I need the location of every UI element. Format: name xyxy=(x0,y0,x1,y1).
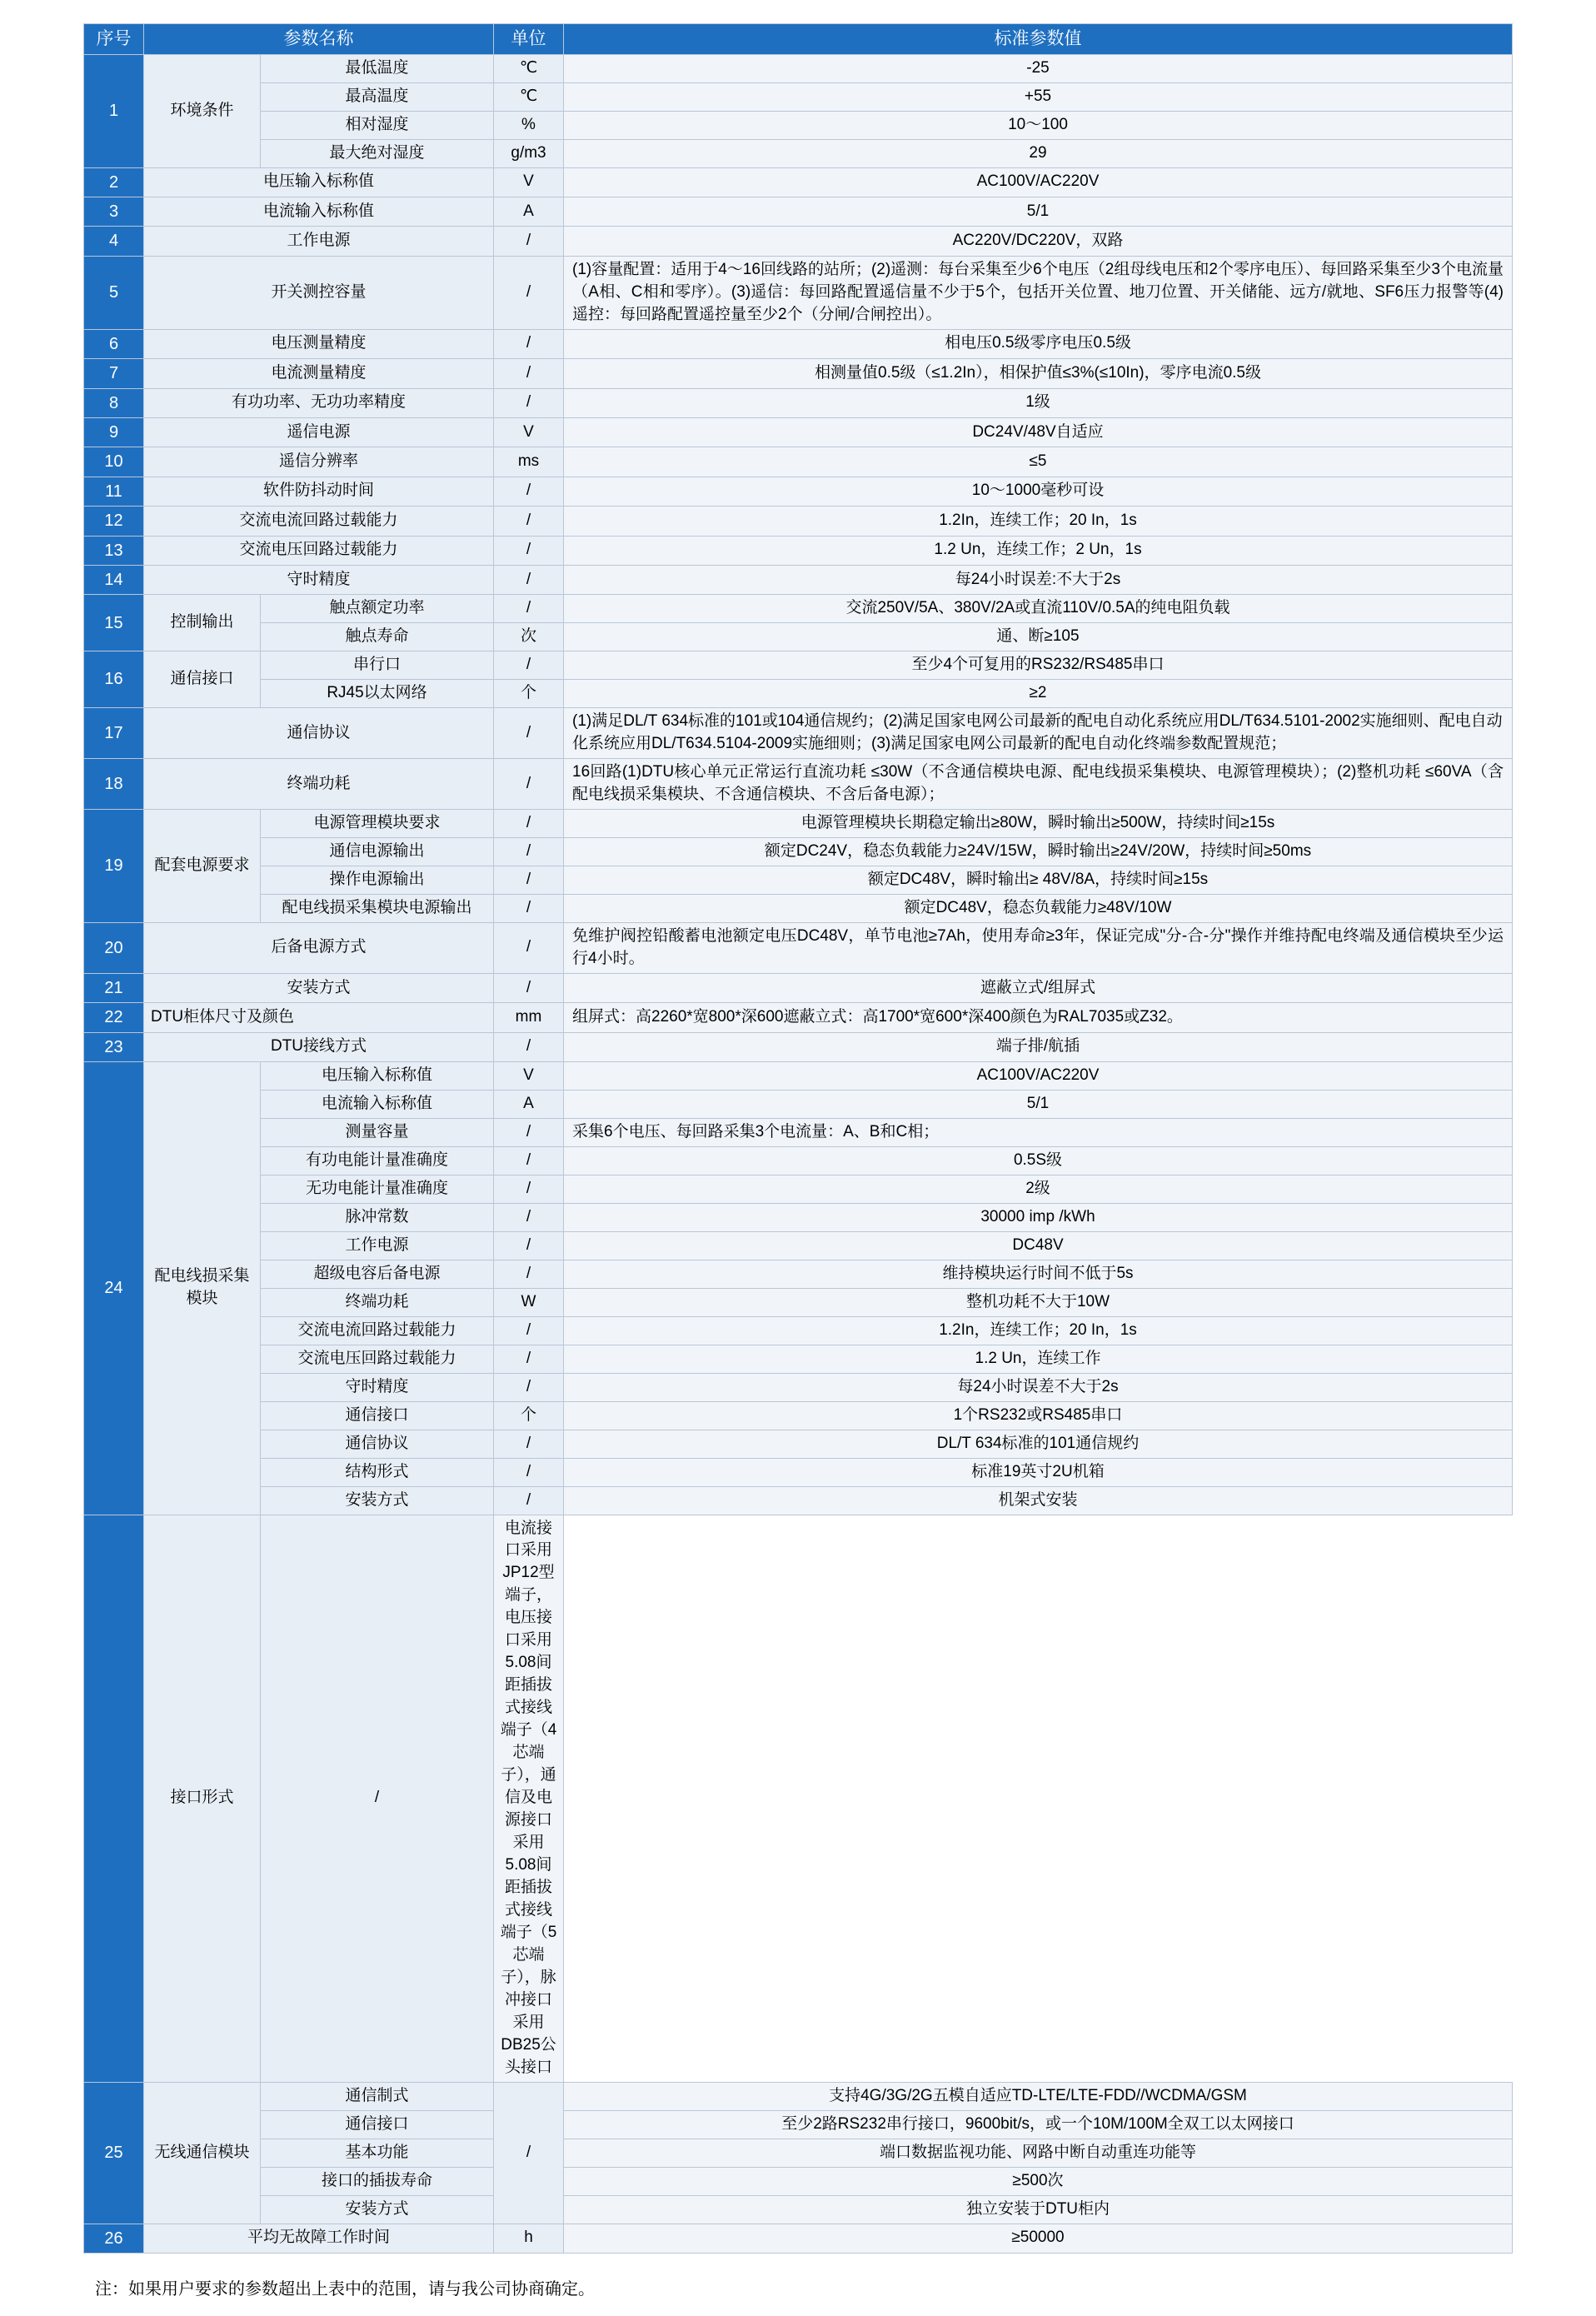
parameter-unit: mm xyxy=(494,1003,564,1032)
parameter-value: 每24小时误差不大于2s xyxy=(564,1373,1513,1401)
table-row xyxy=(84,894,1513,922)
parameter-name: 电压测量精度 xyxy=(144,329,494,358)
parameter-value: 相电压0.5级零序电压0.5级 xyxy=(564,329,1513,358)
row-number: 6 xyxy=(84,329,144,358)
parameter-unit: / xyxy=(494,1345,564,1373)
parameter-unit: / xyxy=(494,922,564,973)
table-row xyxy=(84,536,1513,565)
parameter-unit: / xyxy=(494,1175,564,1203)
row-number: 19 xyxy=(84,810,144,923)
parameter-value: 30000 imp /kWh xyxy=(564,1203,1513,1231)
table-row xyxy=(84,359,1513,388)
parameter-unit: g/m3 xyxy=(494,139,564,167)
parameter-name: 超级电容后备电源 xyxy=(261,1260,494,1288)
row-number: 4 xyxy=(84,227,144,256)
parameter-name: 基本功能 xyxy=(261,2139,494,2167)
parameter-value: 维持模块运行时间不低于5s xyxy=(564,1260,1513,1288)
parameter-unit: / xyxy=(494,1373,564,1401)
table-row xyxy=(84,810,1513,838)
parameter-unit: 个 xyxy=(494,680,564,708)
table-row xyxy=(84,507,1513,536)
parameter-name: 配电线损采集模块电源输出 xyxy=(261,894,494,922)
parameter-name: 电流测量精度 xyxy=(144,359,494,388)
parameter-unit: / xyxy=(494,388,564,417)
parameter-unit: / xyxy=(494,1430,564,1458)
parameter-name: 最大绝对湿度 xyxy=(261,139,494,167)
parameter-name: 通信接口 xyxy=(261,1401,494,1430)
table-row xyxy=(84,623,1513,651)
row-group-label: 环境条件 xyxy=(144,54,261,167)
parameter-unit: / xyxy=(494,2082,564,2224)
row-number: 1 xyxy=(84,54,144,167)
table-row xyxy=(84,1288,1513,1316)
table-row xyxy=(84,1345,1513,1373)
parameter-name: 终端功耗 xyxy=(261,1288,494,1316)
parameter-unit: ℃ xyxy=(494,54,564,82)
parameter-name: 触点寿命 xyxy=(261,623,494,651)
table-row xyxy=(84,973,1513,1002)
row-number: 16 xyxy=(84,651,144,708)
table-row xyxy=(84,1231,1513,1260)
row-number: 9 xyxy=(84,417,144,447)
parameter-value: 额定DC48V，稳态负载能力≥48V/10W xyxy=(564,894,1513,922)
row-group-label: 通信接口 xyxy=(144,651,261,708)
table-row xyxy=(84,417,1513,447)
parameter-value: 支持4G/3G/2G五模自适应TD-LTE/LTE-FDD//WCDMA/GSM xyxy=(564,2082,1513,2110)
parameter-name: 相对湿度 xyxy=(261,111,494,139)
row-number: 18 xyxy=(84,759,144,810)
table-row xyxy=(84,1118,1513,1146)
parameter-value: 每24小时误差:不大于2s xyxy=(564,565,1513,594)
parameter-name: 电压输入标称值 xyxy=(144,167,494,197)
parameter-unit: / xyxy=(494,1032,564,1061)
parameter-name: 交流电流回路过载能力 xyxy=(261,1316,494,1345)
parameter-unit: A xyxy=(494,197,564,227)
row-number: 10 xyxy=(84,447,144,477)
table-row xyxy=(84,759,1513,810)
header-row xyxy=(84,24,1513,55)
parameter-name: 工作电源 xyxy=(144,227,494,256)
table-row xyxy=(84,1515,1513,2082)
parameter-value: 1个RS232或RS485串口 xyxy=(564,1401,1513,1430)
row-number: 26 xyxy=(84,2224,144,2253)
parameter-name: 遥信电源 xyxy=(144,417,494,447)
parameter-value: 1.2 Un，连续工作；2 Un，1s xyxy=(564,536,1513,565)
parameter-value: DC24V/48V自适应 xyxy=(564,417,1513,447)
table-row xyxy=(84,1146,1513,1175)
parameter-unit: / xyxy=(494,708,564,759)
table-row xyxy=(84,2224,1513,2253)
parameter-value: AC100V/AC220V xyxy=(564,167,1513,197)
table-row xyxy=(84,329,1513,358)
row-number: 24 xyxy=(84,1062,144,1515)
parameter-unit: / xyxy=(494,595,564,623)
parameter-value: ≥50000 xyxy=(564,2224,1513,2253)
parameter-unit: / xyxy=(494,565,564,594)
table-row xyxy=(84,82,1513,111)
parameter-unit: / xyxy=(494,894,564,922)
row-number: 3 xyxy=(84,197,144,227)
table-row xyxy=(84,256,1513,329)
row-number: 21 xyxy=(84,973,144,1002)
parameter-value: 29 xyxy=(564,139,1513,167)
parameter-unit: ℃ xyxy=(494,82,564,111)
parameter-unit: / xyxy=(494,256,564,329)
parameter-name: 工作电源 xyxy=(261,1231,494,1260)
table-row xyxy=(84,1316,1513,1345)
table-row xyxy=(84,139,1513,167)
table-row xyxy=(84,388,1513,417)
parameter-value: 5/1 xyxy=(564,197,1513,227)
row-group-label: 控制输出 xyxy=(144,595,261,651)
parameter-name: 无功电能计量准确度 xyxy=(261,1175,494,1203)
table-row xyxy=(84,1003,1513,1032)
row-number: 20 xyxy=(84,922,144,973)
parameter-name: 脉冲常数 xyxy=(261,1203,494,1231)
parameter-unit: / xyxy=(494,973,564,1002)
table-row xyxy=(84,2195,1513,2224)
parameter-name: 串行口 xyxy=(261,651,494,680)
parameter-name: 开关测控容量 xyxy=(144,256,494,329)
table-row xyxy=(84,2139,1513,2167)
parameter-unit: / xyxy=(494,1203,564,1231)
table-row xyxy=(84,565,1513,594)
row-number: 15 xyxy=(84,595,144,651)
parameter-unit: / xyxy=(494,1146,564,1175)
table-row xyxy=(84,1458,1513,1486)
table-row xyxy=(84,1486,1513,1515)
parameter-unit: V xyxy=(494,167,564,197)
parameter-name: 接口的插拔寿命 xyxy=(261,2167,494,2195)
parameter-name: 电流输入标称值 xyxy=(261,1090,494,1118)
table-row xyxy=(84,1401,1513,1430)
parameter-name: 通信接口 xyxy=(261,2110,494,2139)
row-group-label: 配套电源要求 xyxy=(144,810,261,923)
parameter-value: 机架式安装 xyxy=(564,1486,1513,1515)
parameter-unit: / xyxy=(261,1515,494,2082)
parameter-name: 交流电压回路过载能力 xyxy=(144,536,494,565)
parameter-name: 通信电源输出 xyxy=(261,838,494,866)
parameter-value: 1.2In，连续工作；20 In，1s xyxy=(564,507,1513,536)
parameter-value: 1.2In，连续工作；20 In，1s xyxy=(564,1316,1513,1345)
col-header-unit: 单位 xyxy=(494,24,564,55)
col-header-no: 序号 xyxy=(84,24,144,55)
parameter-unit: A xyxy=(494,1090,564,1118)
parameter-unit: / xyxy=(494,1260,564,1288)
parameter-name: 电流输入标称值 xyxy=(144,197,494,227)
parameter-value: 整机功耗不大于10W xyxy=(564,1288,1513,1316)
row-number: 25 xyxy=(84,2082,144,2224)
parameter-name: 有功电能计量准确度 xyxy=(261,1146,494,1175)
row-number: 11 xyxy=(84,477,144,506)
parameter-value: AC100V/AC220V xyxy=(564,1062,1513,1091)
parameter-name: 守时精度 xyxy=(261,1373,494,1401)
row-number: 14 xyxy=(84,565,144,594)
row-number: 22 xyxy=(84,1003,144,1032)
parameter-value: 交流250V/5A、380V/2A或直流110V/0.5A的纯电阻负载 xyxy=(564,595,1513,623)
row-number: 17 xyxy=(84,708,144,759)
parameter-unit: / xyxy=(494,1231,564,1260)
table-row xyxy=(84,447,1513,477)
parameter-name: 软件防抖动时间 xyxy=(144,477,494,506)
row-number: 13 xyxy=(84,536,144,565)
table-row xyxy=(84,708,1513,759)
table-row xyxy=(84,595,1513,623)
parameter-unit: / xyxy=(494,1118,564,1146)
parameter-name: 通信协议 xyxy=(261,1430,494,1458)
parameter-unit: / xyxy=(494,227,564,256)
parameter-value: 10～1000毫秒可设 xyxy=(564,477,1513,506)
parameter-name: 安装方式 xyxy=(144,973,494,1002)
parameter-name: 测量容量 xyxy=(261,1118,494,1146)
row-number: 12 xyxy=(84,507,144,536)
row-number: 5 xyxy=(84,256,144,329)
parameter-name: 安装方式 xyxy=(261,2195,494,2224)
parameter-unit: V xyxy=(494,1062,564,1091)
parameter-name: 通信协议 xyxy=(144,708,494,759)
parameter-unit: V xyxy=(494,417,564,447)
parameter-name: DTU柜体尺寸及颜色 xyxy=(144,1003,494,1032)
parameter-name: 平均无故障工作时间 xyxy=(144,2224,494,2253)
parameter-value: (1)容量配置：适用于4～16回线路的站所；(2)遥测：每台采集至少6个电压（2组母线电压和2个零序电压）、每回路采集至少3个电流量（A相、C相和零序）。(3)遥信：每回路配置遥信量不少于5个，包括开关位置、地刀位置、开关储能、远方/就地、SF6压力报警等(4)遥控：每回路配置遥控量至少2个（分闸/合闸控出）。 xyxy=(564,256,1513,329)
parameter-value: 端子排/航插 xyxy=(564,1032,1513,1061)
table-row xyxy=(84,1260,1513,1288)
table-row xyxy=(84,54,1513,82)
parameter-name: 交流电流回路过载能力 xyxy=(144,507,494,536)
parameter-name: 有功功率、无功功率精度 xyxy=(144,388,494,417)
table-row xyxy=(84,1090,1513,1118)
row-number: 8 xyxy=(84,388,144,417)
row-number: 23 xyxy=(84,1032,144,1061)
table-row xyxy=(84,227,1513,256)
parameter-name: 接口形式 xyxy=(144,1515,261,2082)
row-number: 2 xyxy=(84,167,144,197)
table-row xyxy=(84,2082,1513,2110)
parameter-unit: ms xyxy=(494,447,564,477)
table-row xyxy=(84,111,1513,139)
parameter-value: (1)满足DL/T 634标准的101或104通信规约；(2)满足国家电网公司最新的配电自动化系统应用DL/T634.5101-2002实施细则、配电自动化系统应用DL/T634.5104-2009实施细则；(3)满足国家电网公司最新的配电自动化终端参数配置规范； xyxy=(564,708,1513,759)
parameter-value: 端口数据监视功能、网路中断自动重连功能等 xyxy=(564,2139,1513,2167)
parameter-name: 最高温度 xyxy=(261,82,494,111)
parameter-value: ≥500次 xyxy=(564,2167,1513,2195)
parameter-value: 5/1 xyxy=(564,1090,1513,1118)
parameter-unit: / xyxy=(494,651,564,680)
parameter-value: 遮蔽立式/组屏式 xyxy=(564,973,1513,1002)
parameter-unit: h xyxy=(494,2224,564,2253)
parameter-value: 至少2路RS232串行接口，9600bit/s，或一个10M/100M全双工以太网接口 xyxy=(564,2110,1513,2139)
parameter-name: 交流电压回路过载能力 xyxy=(261,1345,494,1373)
table-row xyxy=(84,197,1513,227)
parameter-unit: 次 xyxy=(494,623,564,651)
parameter-name: 触点额定功率 xyxy=(261,595,494,623)
parameter-unit: 个 xyxy=(494,1401,564,1430)
specification-table xyxy=(83,23,1513,2254)
table-row xyxy=(84,1203,1513,1231)
table-header xyxy=(84,24,1513,55)
parameter-unit: / xyxy=(494,866,564,894)
parameter-value: ≥2 xyxy=(564,680,1513,708)
parameter-value: 0.5S级 xyxy=(564,1146,1513,1175)
table-row xyxy=(84,2110,1513,2139)
parameter-value: 10～100 xyxy=(564,111,1513,139)
table-row xyxy=(84,651,1513,680)
parameter-unit: / xyxy=(494,536,564,565)
parameter-value: 标准19英寸2U机箱 xyxy=(564,1458,1513,1486)
parameter-value: 免维护阀控铅酸蓄电池额定电压DC48V，单节电池≥7Ah，使用寿命≥3年，保证完成"分-合-分"操作并维持配电终端及通信模块至少运行4小时。 xyxy=(564,922,1513,973)
parameter-name: 结构形式 xyxy=(261,1458,494,1486)
parameter-name: 终端功耗 xyxy=(144,759,494,810)
table-row xyxy=(84,1373,1513,1401)
parameter-name: 电压输入标称值 xyxy=(261,1062,494,1091)
table-row xyxy=(84,477,1513,506)
parameter-unit: / xyxy=(494,477,564,506)
table-row xyxy=(84,680,1513,708)
parameter-value: 电源管理模块长期稳定输出≥80W，瞬时输出≥500W，持续时间≥15s xyxy=(564,810,1513,838)
table-row xyxy=(84,1175,1513,1203)
parameter-value: 通、断≥105 xyxy=(564,623,1513,651)
table-body xyxy=(84,54,1513,2253)
parameter-value: 采集6个电压、每回路采集3个电流量：A、B和C相； xyxy=(564,1118,1513,1146)
parameter-unit: / xyxy=(494,329,564,358)
parameter-unit: / xyxy=(494,1458,564,1486)
parameter-name: DTU接线方式 xyxy=(144,1032,494,1061)
row-group-label: 无线通信模块 xyxy=(144,2082,261,2224)
parameter-value: 16回路(1)DTU核心单元正常运行直流功耗 ≤30W（不含通信模块电源、配电线损采集模块、电源管理模块）；(2)整机功耗 ≤60VA（含配电线损采集模块、不含通信模块、不含后备电源）； xyxy=(564,759,1513,810)
parameter-value: 额定DC24V，稳态负载能力≥24V/15W，瞬时输出≥24V/20W，持续时间≥50ms xyxy=(564,838,1513,866)
table-row xyxy=(84,2167,1513,2195)
parameter-unit: / xyxy=(494,838,564,866)
parameter-value: +55 xyxy=(564,82,1513,111)
table-row xyxy=(84,167,1513,197)
parameter-value: 2级 xyxy=(564,1175,1513,1203)
parameter-name: 遥信分辨率 xyxy=(144,447,494,477)
row-group-label: 配电线损采集模块 xyxy=(144,1062,261,1515)
parameter-value: DC48V xyxy=(564,1231,1513,1260)
parameter-value: -25 xyxy=(564,54,1513,82)
table-row xyxy=(84,1032,1513,1061)
row-number xyxy=(84,1515,144,2082)
parameter-name: 操作电源输出 xyxy=(261,866,494,894)
parameter-value: AC220V/DC220V，双路 xyxy=(564,227,1513,256)
col-header-name: 参数名称 xyxy=(144,24,494,55)
parameter-unit: / xyxy=(494,1486,564,1515)
parameter-value: 额定DC48V，瞬时输出≥ 48V/8A，持续时间≥15s xyxy=(564,866,1513,894)
table-row xyxy=(84,838,1513,866)
parameter-name: 通信制式 xyxy=(261,2082,494,2110)
table-note: 注：如果用户要求的参数超出上表中的范围，请与我公司协商确定。 xyxy=(95,2279,595,2299)
parameter-name: 守时精度 xyxy=(144,565,494,594)
parameter-value: ≤5 xyxy=(564,447,1513,477)
table-row xyxy=(84,922,1513,973)
parameter-value: 1级 xyxy=(564,388,1513,417)
parameter-value: DL/T 634标准的101通信规约 xyxy=(564,1430,1513,1458)
parameter-value: 相测量值0.5级（≤1.2In），相保护值≤3%(≤10In)，零序电流0.5级 xyxy=(564,359,1513,388)
col-header-value: 标准参数值 xyxy=(564,24,1513,55)
parameter-unit: / xyxy=(494,359,564,388)
parameter-unit: W xyxy=(494,1288,564,1316)
row-number: 7 xyxy=(84,359,144,388)
parameter-name: 最低温度 xyxy=(261,54,494,82)
parameter-value: 电流接口采用JP12型端子，电压接口采用5.08间距插拔式接线端子（4芯端子），通信及电源接口采用5.08间距插拔式接线端子（5芯端子），脉冲接口采用DB25公头接口 xyxy=(494,1515,564,2082)
parameter-unit: % xyxy=(494,111,564,139)
table-row xyxy=(84,1062,1513,1091)
table-row xyxy=(84,866,1513,894)
parameter-unit: / xyxy=(494,507,564,536)
parameter-value: 独立安装于DTU柜内 xyxy=(564,2195,1513,2224)
table-row xyxy=(84,1430,1513,1458)
parameter-value: 组屏式：高2260*宽800*深600遮蔽立式：高1700*宽600*深400颜色为RAL7035或Z32。 xyxy=(564,1003,1513,1032)
parameter-value: 1.2 Un，连续工作 xyxy=(564,1345,1513,1373)
parameter-value: 至少4个可复用的RS232/RS485串口 xyxy=(564,651,1513,680)
parameter-name: 安装方式 xyxy=(261,1486,494,1515)
parameter-name: 后备电源方式 xyxy=(144,922,494,973)
parameter-name: RJ45以太网络 xyxy=(261,680,494,708)
parameter-name: 电源管理模块要求 xyxy=(261,810,494,838)
parameter-unit: / xyxy=(494,759,564,810)
parameter-unit: / xyxy=(494,810,564,838)
parameter-unit: / xyxy=(494,1316,564,1345)
